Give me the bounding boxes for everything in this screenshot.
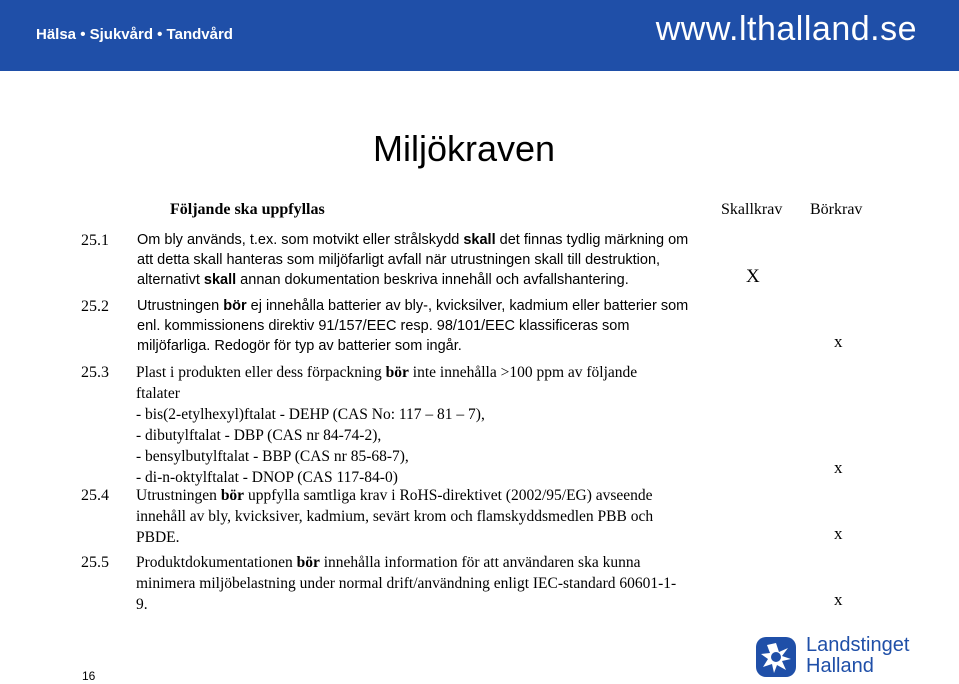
text-segment: uppfylla samtliga krav i RoHS-direktivet (2002/95/EG) avseende	[244, 487, 653, 504]
item-number: 25.1	[81, 232, 109, 249]
emphasis-text: bör	[223, 298, 247, 314]
text-segment: Om bly används, t.ex. som motvikt eller strålskydd	[137, 232, 464, 248]
item-text-line	[136, 404, 704, 425]
header-banner	[0, 0, 959, 71]
column-header-optional: Börkrav	[810, 201, 863, 218]
item-text-line	[136, 362, 704, 383]
emphasis-text: skall	[463, 232, 496, 248]
emphasis-text: bör	[220, 487, 245, 504]
item-text	[137, 296, 705, 356]
item-text-line	[137, 270, 705, 290]
item-text	[136, 485, 704, 548]
item-text-line	[137, 230, 705, 250]
text-segment: Utrustningen	[136, 487, 221, 504]
text-segment: - di-n-oktylftalat - DNOP (CAS 117-84-0)	[136, 469, 398, 486]
item-text-line	[136, 425, 704, 446]
item-text-line	[136, 552, 704, 573]
text-segment: Produktdokumentationen	[136, 554, 297, 571]
column-header-mandatory: Skallkrav	[721, 201, 783, 218]
text-segment: miljöfarliga. Redogör för typ av batterier som ingår.	[137, 338, 462, 354]
text-segment: PBDE.	[136, 529, 180, 546]
item-text-line	[136, 594, 704, 615]
item-number: 25.4	[81, 487, 109, 504]
landstinget-halland-emblem-icon	[755, 636, 797, 678]
text-segment: inte innehålla >100 ppm av följande	[408, 364, 638, 381]
item-text-line	[136, 506, 704, 527]
text-segment: minimera miljöbelastning under normal drift/användning enligt IEC-standard 60601-1-	[136, 575, 677, 592]
header-tagline: Hälsa • Sjukvård • Tandvård	[36, 26, 233, 43]
page-number: 16	[82, 669, 96, 683]
logo-line2: Halland	[806, 655, 874, 677]
item-number: 25.2	[81, 298, 109, 315]
text-segment: det finnas tydlig märkning om	[495, 232, 689, 248]
item-text-line	[137, 336, 705, 356]
item-text-line	[136, 573, 704, 594]
page-title: Miljökraven	[373, 128, 556, 169]
requirement-mark: x	[834, 524, 843, 543]
logo-line1: Landstinget	[806, 634, 910, 656]
requirement-mark: x	[834, 332, 843, 351]
item-text-line	[137, 316, 705, 336]
text-segment: enl. kommissionens direktiv 91/157/EEC resp. 98/101/EEC klassificeras som	[137, 318, 630, 334]
item-text-line	[136, 527, 704, 548]
text-segment: Utrustningen	[137, 298, 224, 314]
item-text	[137, 230, 705, 290]
logo-text	[806, 635, 909, 677]
emphasis-text: skall	[203, 272, 237, 288]
text-segment: - dibutylftalat - DBP (CAS nr 84-74-2),	[136, 427, 382, 444]
text-segment: att detta skall hanteras som miljöfarligt avfall när utrustningen skall till destruktion,	[137, 252, 661, 268]
site-url[interactable]: www.lthalland.se	[655, 10, 917, 48]
item-text-line	[137, 250, 705, 270]
item-text-line	[136, 446, 704, 467]
item-text	[136, 552, 704, 615]
item-text-line	[137, 296, 705, 316]
text-segment: innehålla information för att användaren ska kunna	[319, 554, 641, 571]
item-number: 25.5	[81, 554, 109, 571]
text-segment: - bensylbutylftalat - BBP (CAS nr 85-68-7),	[136, 448, 409, 465]
text-segment: innehåll av bly, kvicksiver, kadmium, sevärt krom och flamskyddsmedlen PBB och	[136, 508, 654, 525]
text-segment: annan dokumentation beskriva innehåll och avfallshantering.	[236, 272, 629, 288]
text-segment: ej innehålla batterier av bly-, kvicksilver, kadmium eller batterier som	[246, 298, 689, 314]
item-number: 25.3	[81, 364, 109, 381]
item-text	[136, 362, 704, 488]
emphasis-text: bör	[296, 554, 320, 571]
requirement-mark: x	[834, 458, 843, 477]
text-segment: alternativt	[137, 272, 204, 288]
column-header-requirement: Följande ska uppfyllas	[170, 201, 325, 218]
text-segment: ftalater	[136, 385, 180, 402]
item-text-line	[136, 383, 704, 404]
text-segment: 9.	[136, 596, 148, 613]
text-segment: Plast i produkten eller dess förpackning	[136, 364, 386, 381]
emphasis-text: bör	[385, 364, 409, 381]
item-text-line	[136, 485, 704, 506]
requirement-mark: x	[834, 590, 843, 609]
text-segment: - bis(2-etylhexyl)ftalat - DEHP (CAS No: 117 – 81 – 7),	[136, 406, 485, 423]
requirement-mark: X	[746, 266, 760, 287]
